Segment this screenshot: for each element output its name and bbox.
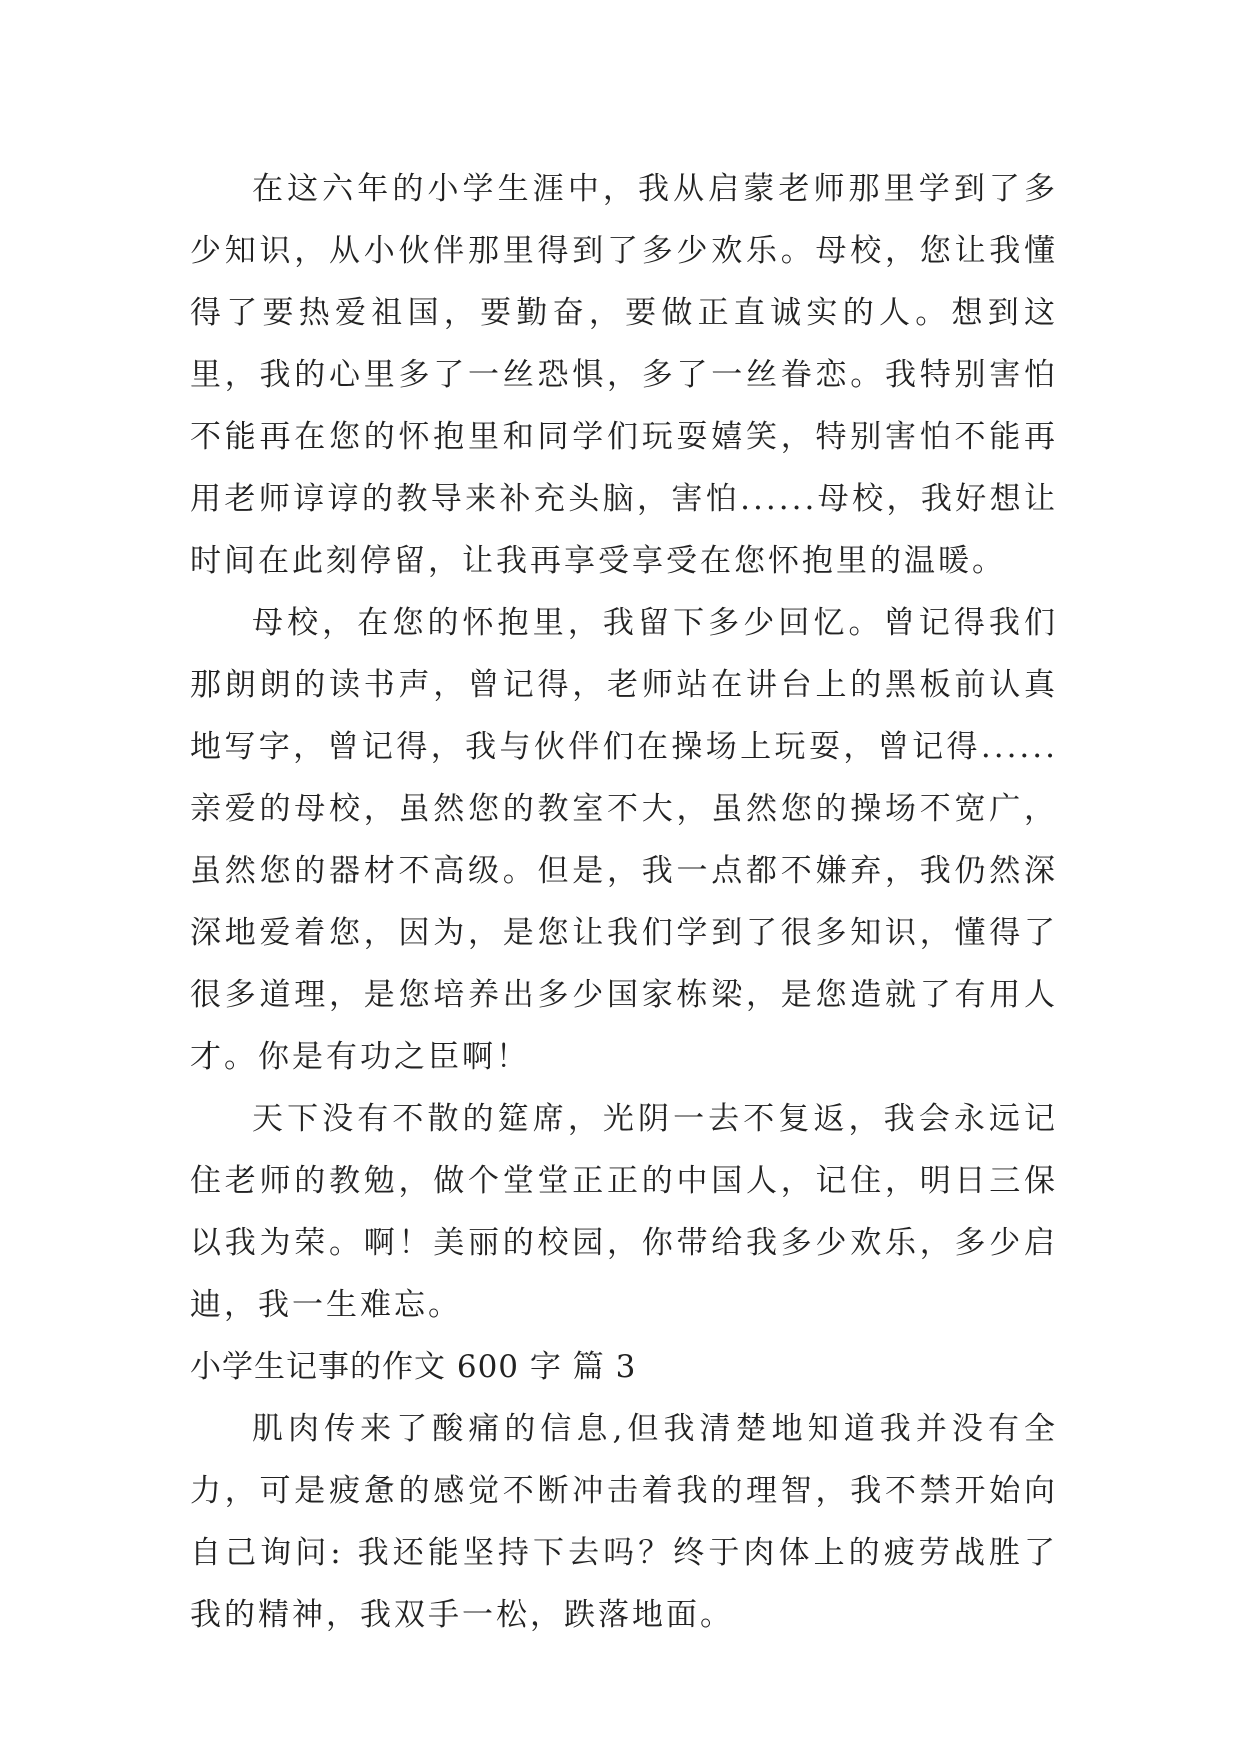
section-heading: 小学生记事的作文 600 字 篇 3 xyxy=(190,1349,637,1385)
paragraph: 肌肉传来了酸痛的信息,但我清楚地知道我并没有全力，可是疲惫的感觉不断冲击着我的理智，我不禁开始向自己询问: 我还能坚持下去吗？终于肉体上的疲劳战胜了我的精神，我双手一松，跌落地面。 xyxy=(190,1411,1058,1633)
paragraph: 在这六年的小学生涯中，我从启蒙老师那里学到了多少知识，从小伙伴那里得到了多少欢乐。母校，您让我懂得了要热爱祖国，要勤奋，要做正直诚实的人。想到这里，我的心里多了一丝恐惧，多了一丝眷恋。我特别害怕不能再在您的怀抱里和同学们玩耍嬉笑，特别害怕不能再用老师谆谆的教导来补充头脑，害怕......母校，我好想让时间在此刻停留，让我再享受享受在您怀抱里的温暖。 xyxy=(190,171,1058,579)
document-body xyxy=(190,158,1058,1646)
paragraph: 天下没有不散的筵席，光阴一去不复返，我会永远记住老师的教勉，做个堂堂正正的中国人，记住，明日三保以我为荣。啊！美丽的校园，你带给我多少欢乐，多少启迪，我一生难忘。 xyxy=(190,1101,1058,1323)
paragraph: 母校，在您的怀抱里，我留下多少回忆。曾记得我们那朗朗的读书声，曾记得，老师站在讲台上的黑板前认真地写字，曾记得，我与伙伴们在操场上玩耍，曾记得......亲爱的母校，虽然您的教室不大，虽然您的操场不宽广，虽然您的器材不高级。但是，我一点都不嫌弃，我仍然深深地爱着您，因为，是您让我们学到了很多知识，懂得了很多道理，是您培养出多少国家栋梁，是您造就了有用人才。你是有功之臣啊！ xyxy=(190,605,1058,1075)
